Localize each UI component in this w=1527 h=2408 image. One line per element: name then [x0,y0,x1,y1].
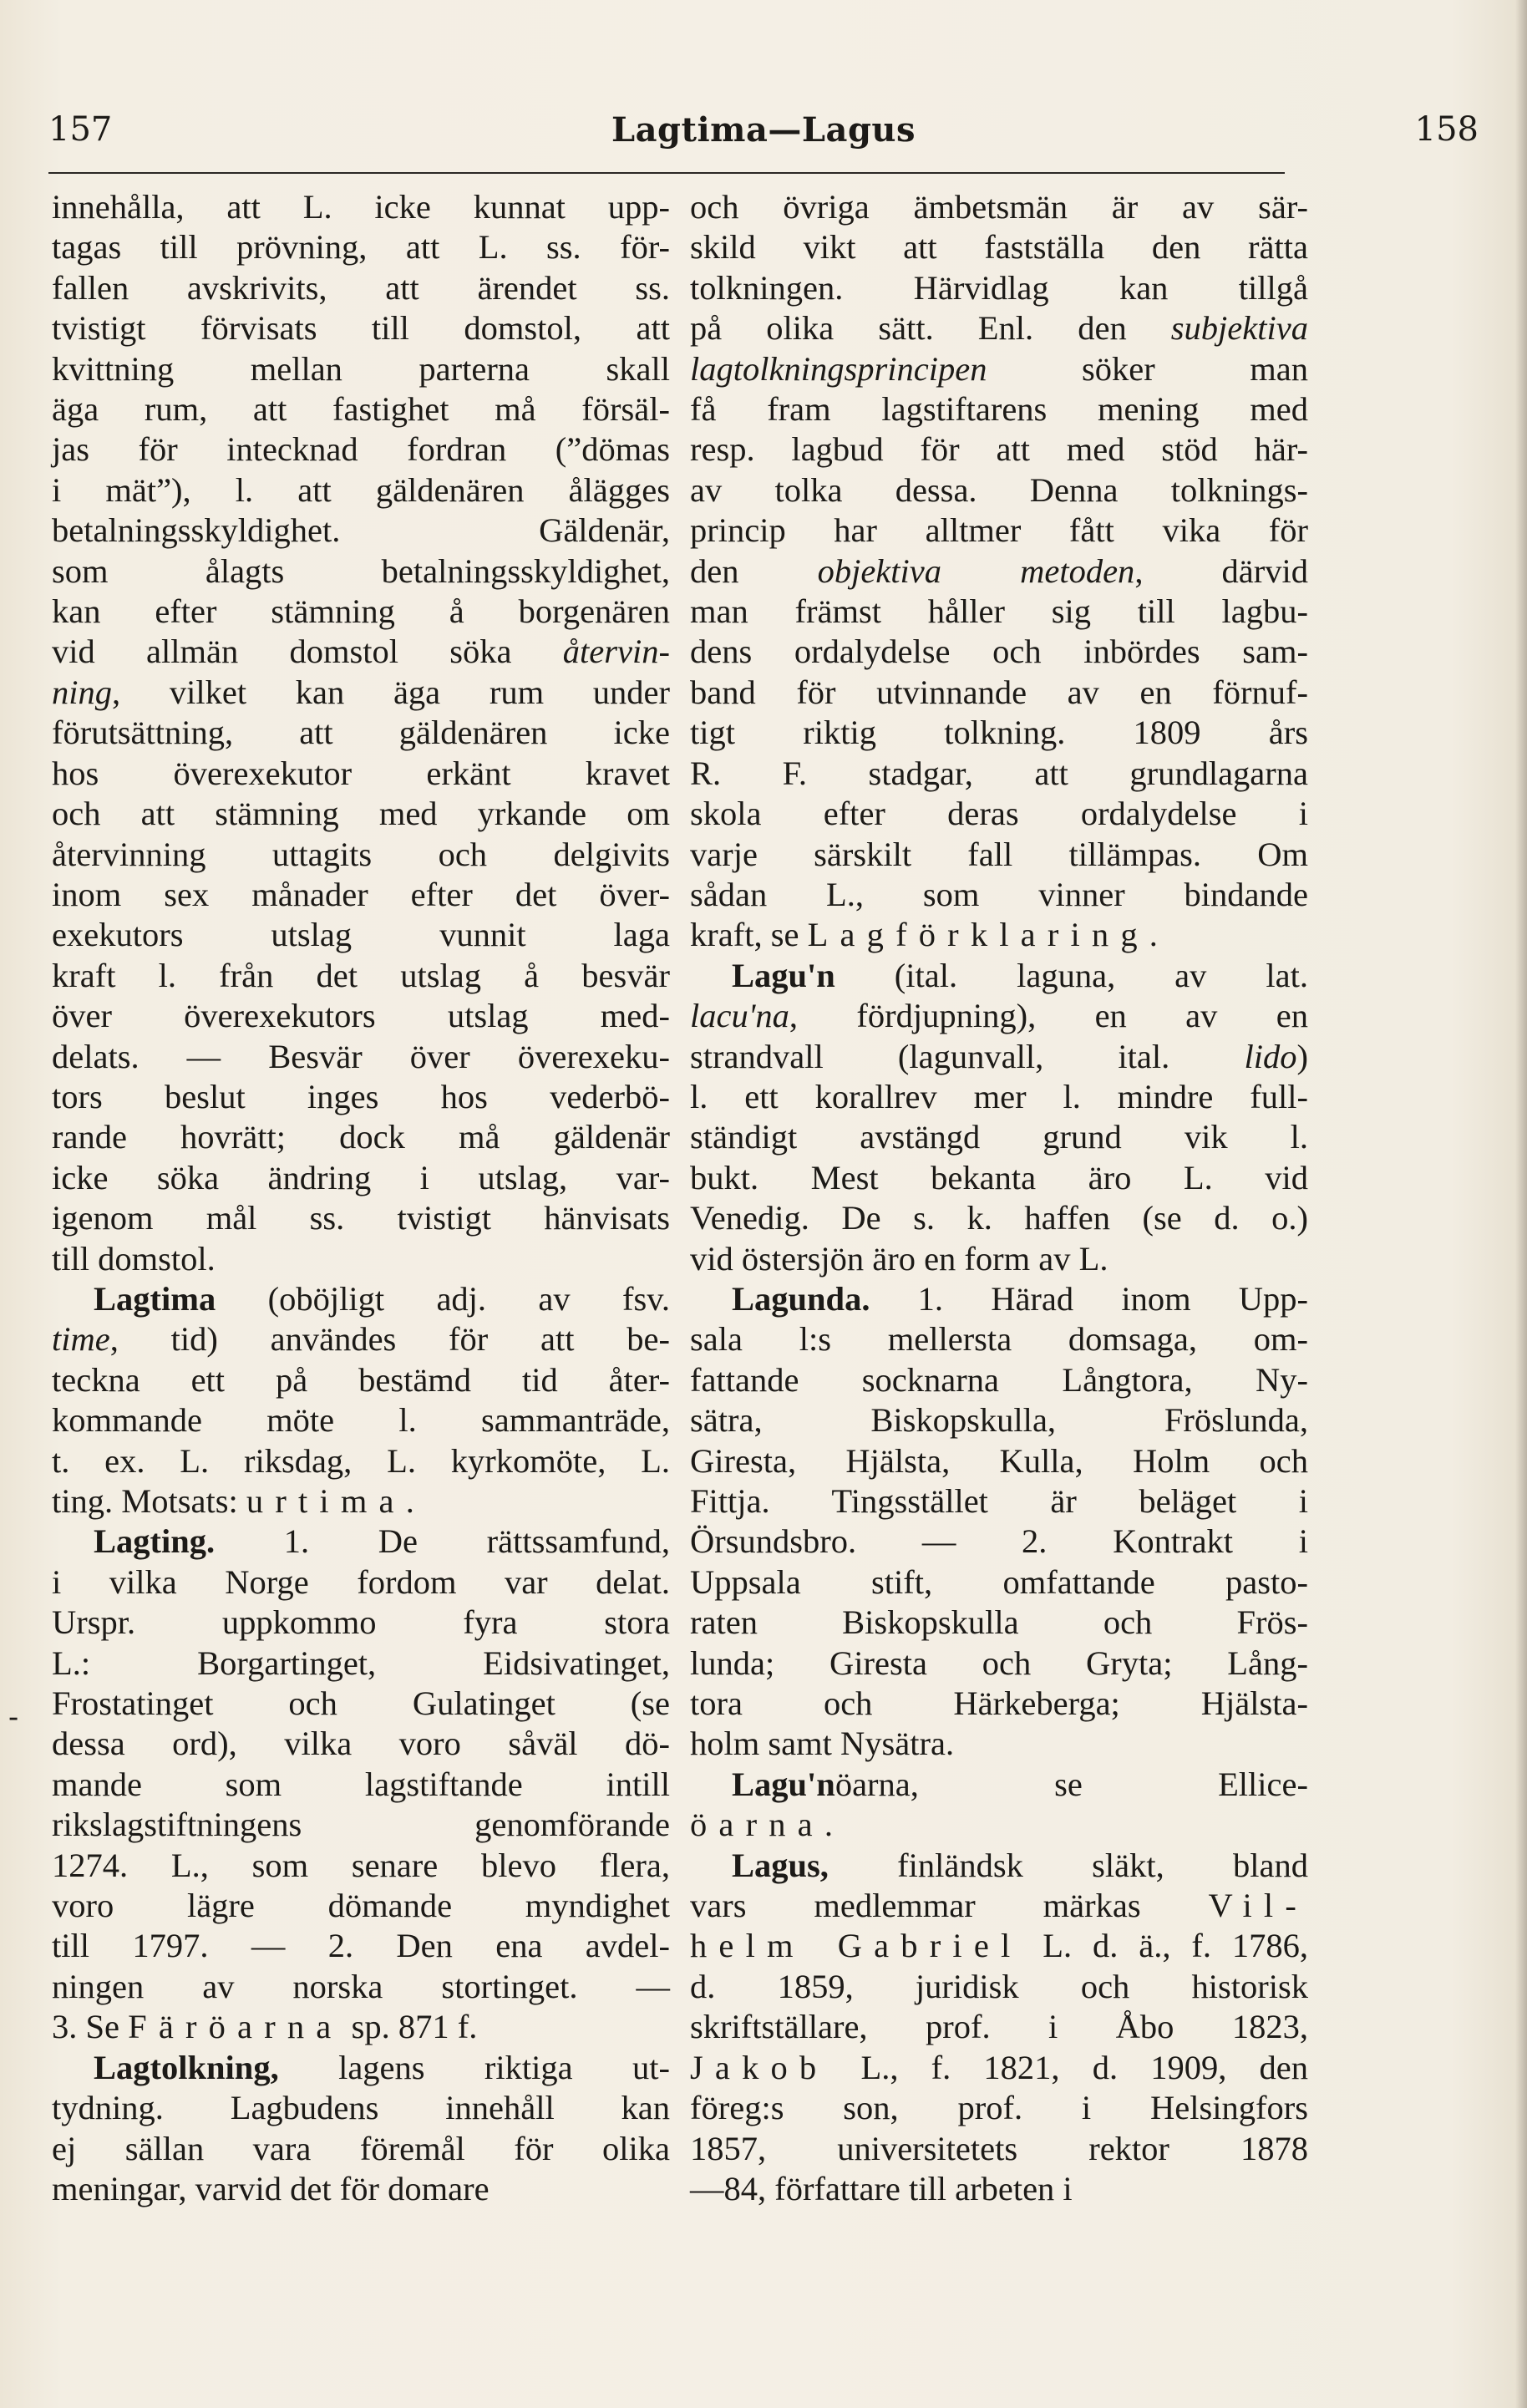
text-line: vid östersjön äro en form av L. [690,1239,1108,1278]
text-line: Lagtima (oböjligt adj. av fsv. [94,1279,670,1318]
text-line: tigt riktig tolkning. 1809 års [690,714,1308,752]
text-line: lagtolkningsprincipen söker man [690,349,1308,388]
text-line: dens ordalydelse och inbördes sam- [690,632,1308,671]
text-line: betalningsskyldighet. Gäldenär, [52,511,670,550]
text-line: exekutors utslag vunnit laga [52,916,670,954]
text-line: strandvall (lagunvall, ital. lido) [690,1037,1308,1075]
text-line: tagas till prövning, att L. ss. för- [52,228,670,267]
text-line: L.: Borgartinget, Eidsivatinget, [52,1643,670,1682]
text-line: till domstol. [52,1239,216,1278]
text-line: ej sällan vara föremål för olika [52,2129,670,2167]
text-line: tolkningen. Härvidlag kan tillgå [690,268,1308,307]
text-line: resp. lagbud för att med stöd här- [690,430,1308,469]
text-line: lunda; Giresta och Gryta; Lång- [690,1643,1308,1682]
text-line: 3. Se Färöarna sp. 871 f. [52,2008,478,2046]
text-line: öarna. [690,1806,833,1844]
text-line: rande hovrätt; dock må gäldenär [52,1118,670,1156]
running-title: Lagtima—Lagus [611,110,916,150]
text-line: och att stämning med yrkande om [52,795,670,833]
text-line: 1857, universitetets rektor 1878 [690,2129,1308,2167]
text-line: fallen avskrivits, att ärendet ss. [52,268,670,307]
text-line: skola efter deras ordalydelse i [690,795,1308,833]
text-line: inom sex månader efter det över- [52,875,670,913]
text-line: förutsättning, att gäldenären icke [52,714,670,752]
text-line: Uppsala stift, omfattande pasto- [690,1562,1308,1601]
text-line: teckna ett på bestämd tid åter- [52,1360,670,1399]
text-line: raten Biskopskulla och Frös- [690,1603,1308,1642]
text-line: tydning. Lagbudens innehåll kan [52,2089,670,2127]
text-line: icke söka ändring i utslag, var- [52,1158,670,1196]
text-line: kan efter stämning å borgenären [52,592,670,631]
text-line: varje särskilt fall tillämpas. Om [690,835,1308,873]
text-line: föreg:s son, prof. i Helsingfors [690,2089,1308,2127]
text-line: fattande socknarna Långtora, Ny- [690,1360,1308,1399]
text-line: den objektiva metoden, därvid [690,551,1308,590]
text-line: Lagunda. 1. Härad inom Upp- [732,1279,1308,1318]
left-column [52,187,670,2209]
text-line: Fittja. Tingsstället är beläget i [690,1482,1308,1520]
text-line: Lagus, finländsk släkt, bland [732,1846,1308,1884]
text-line: återvinning uttagits och delgivits [52,835,670,873]
text-line: l. ett korallrev mer l. mindre full- [690,1077,1308,1115]
text-line: som ålagts betalningsskyldighet, [52,551,670,590]
text-line: t. ex. L. riksdag, L. kyrkomöte, L. [52,1441,670,1480]
text-line: princip har alltmer fått vika för [690,511,1308,550]
text-line: igenom mål ss. tvistigt hänvisats [52,1199,670,1237]
text-line: band för utvinnande av en förnuf- [690,673,1308,711]
text-line: holm samt Nysätra. [690,1725,955,1763]
text-line: Frostatinget och Gulatinget (se [52,1684,670,1723]
text-line: skriftställare, prof. i Åbo 1823, [690,2008,1308,2046]
page-header [48,110,1479,160]
text-line: och övriga ämbetsmän är av sär- [690,188,1308,226]
text-line: över överexekutors utslag med- [52,997,670,1035]
text-line: ning, vilket kan äga rum under [52,673,670,711]
text-line: Urspr. uppkommo fyra stora [52,1603,670,1642]
text-line: sätra, Biskopskulla, Fröslunda, [690,1401,1308,1440]
text-line: Venedig. De s. k. haffen (se d. o.) [690,1199,1308,1237]
text-line: vid allmän domstol söka återvin- [52,632,670,671]
text-line: jas för intecknad fordran (”dömas [52,430,670,469]
text-line: time, tid) användes för att be- [52,1320,670,1359]
text-line: —84, författare till arbeten i [690,2169,1073,2207]
text-line: R. F. stadgar, att grundlagarna [690,754,1308,792]
text-line: tora och Härkeberga; Hjälsta- [690,1684,1308,1723]
text-line: Giresta, Hjälsta, Kulla, Holm och [690,1441,1308,1480]
text-line: bukt. Mest bekanta äro L. vid [690,1158,1308,1196]
page-number-left: 157 [48,110,113,149]
text-line: rikslagstiftningens genomförande [52,1806,670,1844]
text-line: hos överexekutor erkänt kravet [52,754,670,792]
text-line: d. 1859, juridisk och historisk [690,1967,1308,2005]
text-line: sala l:s mellersta domsaga, om- [690,1320,1308,1359]
text-line: voro lägre dömande myndighet [52,1887,670,1925]
text-line: ting. Motsats: urtima. [52,1482,414,1520]
text-line: ständigt avstängd grund vik l. [690,1118,1308,1156]
text-line: man främst håller sig till lagbu- [690,592,1308,631]
text-line: i mät”), l. att gäldenären ålägges [52,470,670,509]
text-line: Lagu'n (ital. laguna, av lat. [732,956,1308,994]
text-line: vars medlemmar märkas Vil- [690,1887,1308,1925]
text-line: mande som lagstiftande intill [52,1765,670,1803]
text-line: Lagtolkning, lagens riktiga ut- [94,2048,670,2086]
text-line: 1274. L., som senare blevo flera, [52,1846,670,1884]
text-line: av tolka dessa. Denna tolknings- [690,470,1308,509]
text-line: helm Gabriel L. d. ä., f. 1786, [690,1927,1308,1965]
text-line: kraft, se Lagförklaring. [690,916,1158,954]
text-line: tors beslut inges hos vederbö- [52,1077,670,1115]
text-line: kraft l. från det utslag å besvär [52,956,670,994]
text-line: delats. — Besvär över överexeku- [52,1037,670,1075]
header-rule [48,172,1285,174]
page-edge-shadow [1515,0,1527,2408]
text-line: Örsundsbro. — 2. Kontrakt i [690,1522,1308,1561]
text-line: dessa ord), vilka voro såväl dö- [52,1725,670,1763]
text-line: innehålla, att L. icke kunnat upp- [52,188,670,226]
text-line: tvistigt förvisats till domstol, att [52,309,670,348]
text-line: lacu'na, fördjupning), en av en [690,997,1308,1035]
text-line: ningen av norska stortinget. — [52,1967,670,2005]
text-line: skild vikt att fastställa den rätta [690,228,1308,267]
text-line: kvittning mellan parterna skall [52,349,670,388]
margin-mark: - [8,1700,19,1735]
text-line: kommande möte l. sammanträde, [52,1401,670,1440]
text-line: Lagting. 1. De rättssamfund, [94,1522,670,1561]
text-line: till 1797. — 2. Den ena avdel- [52,1927,670,1965]
text-line: få fram lagstiftarens mening med [690,390,1308,429]
text-line: Lagu'nöarna, se Ellice- [732,1765,1308,1803]
text-line: meningar, varvid det för domare [52,2169,490,2207]
text-line: sådan L., som vinner bindande [690,875,1308,913]
text-line: på olika sätt. Enl. den subjektiva [690,309,1308,348]
page-number-right: 158 [1414,110,1479,149]
text-line: i vilka Norge fordom var delat. [52,1562,670,1601]
text-line: äga rum, att fastighet må försäl- [52,390,670,429]
right-column [690,187,1308,2209]
text-line: Jakob L., f. 1821, d. 1909, den [690,2048,1308,2086]
